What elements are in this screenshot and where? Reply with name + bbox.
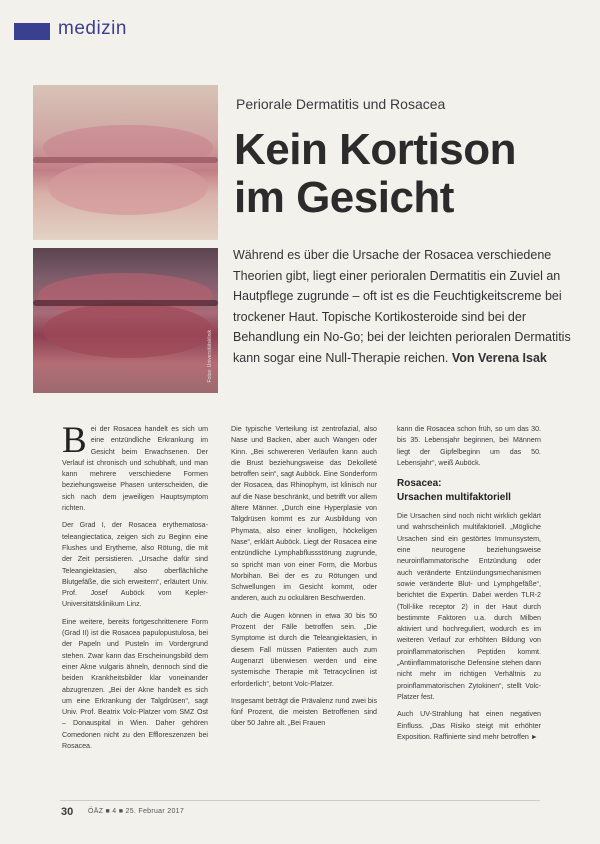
article-lead (233, 245, 575, 368)
photo-credit: Fotos: Universitätsklinik (207, 330, 213, 383)
paragraph: Die Ursachen sind noch nicht wirklich geklärt und wahrscheinlich multifaktoriell. „Mögliche Ursachen sind ein gestörtes Immunsystem, eine neurogene beziehungsweise neuroinflammatorische Entzündung oder auch veränderte Entzündungsmechanismen sowie veränderte Blut- und Lymphgefäße“, berichtet die Expertin. Dabei werden TLR-2 (Toll-like receptor 2) in der Haut durch bestimmte Faktoren u.a. durch Milben aktiviert und hochreguliert, wodurch es im weiteren Verlauf zur erhöhten Bildung von proinflammatorischen Peptiden kommt. „Antiinflammatorische Defensine stehen dann nicht mehr im richtigen Verhältnis zu proinflammatorischen Zytokinen“, stellt Volc-Platzer fest. (397, 512, 541, 701)
author-byline: Von Verena Isak (451, 350, 547, 365)
footer-divider (60, 800, 540, 801)
article-headline (234, 126, 516, 222)
paragraph: Auch UV-Strahlung hat einen negativen Einfluss. „Das Risiko steigt mit erhöhter Exposition. Raffinierte sind mehr betroffen ► (397, 710, 541, 741)
text-column-3 (397, 424, 541, 749)
paragraph: Auch die Augen können in etwa 30 bis 50 Prozent der Fälle betroffen sein. „Die Symptome ist durch die Teleangiektasien, in diesem Fall müssen Patienten auch zum Augenarzt überwiesen werden und eine systemische Therapie mit Tetracyclinen ist erforderlich“, betont Volc-Platzer. (231, 611, 377, 688)
paragraph-text: ei der Rosacea handelt es sich um eine entzündliche Erkrankung im Gesicht beim Erwachsenen. Der Verlauf ist chronisch und schubhaft, und man kann mehrere verschiedene Formen beziehungsweise Phasen unterscheiden, die sich nach dem jeweiligen Hauptsymptom richten. (62, 425, 208, 513)
subheading (397, 477, 541, 505)
section-label: medizin (58, 18, 127, 39)
section-marker (14, 23, 50, 40)
headline-line-1: Kein Kortison (234, 125, 516, 174)
paragraph: Insgesamt beträgt die Prävalenz rund zwei bis fünf Prozent, die meisten Betroffenen sind über 50 Jahre alt. „Bei Frauen (231, 696, 377, 728)
paragraph: Der Grad I, der Rosacea erythematosa-teleangiectatica, zeigen sich zu Beginn eine Flushes und Erytheme, also Rötung, die mit der Zeit persistieren. „Ursache dafür sind Teleangiektasien, also oberflächliche Blutgefäße, die sich erweitern“, erläutert Univ. Prof. Josef Auböck vom Kepler-Universitätsklinikum Linz. (62, 521, 208, 609)
lips-photo-top (33, 85, 218, 240)
paragraph: kann die Rosacea schon früh, so um das 30. bis 35. Lebensjahr beginnen, bei Männern liegt der Gipfelbeginn um das 50. Lebensjahr“, weiß Auböck. (397, 425, 541, 467)
drop-cap: B (62, 420, 87, 461)
paragraph: Die typische Verteilung ist zentrofazial, also Nase und Backen, aber auch Wangen oder Kinn. „Bei schwereren Verläufen kann auch die Brust beziehungsweise das Dekolleté betroffen sein“, sagt Auböck. Eine Sonderform der Rosacea, das Rhinophym, ist klinisch nur auf die Nase beschränkt, und betrifft vor allem ältere Männer. „Durch eine Hyperplasie von Talgdrüsen kommt es zur Ausbildung von Phymata, also einer knolligen, höckeligen Nase“, erklärt Auböck. Liegt der Rosacea eine entzündliche Lymphabflussstörung zugrunde, so spricht man von einer Form, die Morbus Morbihan. Bei der es zu Rötungen und Schwellungen im Gesicht kommt, oder anderen, auch zu ockulären Beschwerden. (231, 425, 377, 603)
text-column-1 (62, 420, 208, 758)
paragraph (62, 420, 208, 514)
lead-text: Während es über die Ursache der Rosacea verschiedene Theorien gibt, liegt einer perioralen Dermatitis ein Zuviel an Hautpflege zugrunde – oft ist es die Feuchtigkeitscreme bei trockener Haut. Topische Kortikosteroide sind bei der Behandlung ein No-Go; bei der leichten perioralen Dermatitis kann sogar eine Null-Therapie reichen. (233, 248, 571, 365)
subheading-line-1: Rosacea: (397, 478, 442, 490)
page-number: 30 (61, 806, 74, 818)
article-kicker: Periorale Dermatitis und Rosacea (236, 96, 446, 112)
paragraph: Eine weitere, bereits fortgeschrittenere Form (Grad II) ist die Rosacea papulopustulosa, bei der Papeln und Pusteln im Vordergrund stehen. Zwar kann das Erscheinungsbild dem einer Akne vulgaris ähneln, dennoch sind die beiden Krankheitsbilder klar voneinander abzugrenzen. „Bei der Akne handelt es sich um eine Erkrankung der Talgdrüsen“, sagt Univ. Prof. Beatrix Volc-Platzer vom SMZ Ost – Donauspital in Wien. Daher gehören Comedonen nicht zu den Effloreszenzen bei Rosacea. (62, 617, 208, 751)
text-column-2 (231, 424, 377, 736)
issue-info: ÖÄZ ■ 4 ■ 25. Februar 2017 (88, 808, 185, 815)
headline-line-2: im Gesicht (234, 173, 454, 222)
lips-photo-bottom (33, 248, 218, 393)
subheading-line-2: Ursachen multifaktoriell (397, 492, 511, 504)
